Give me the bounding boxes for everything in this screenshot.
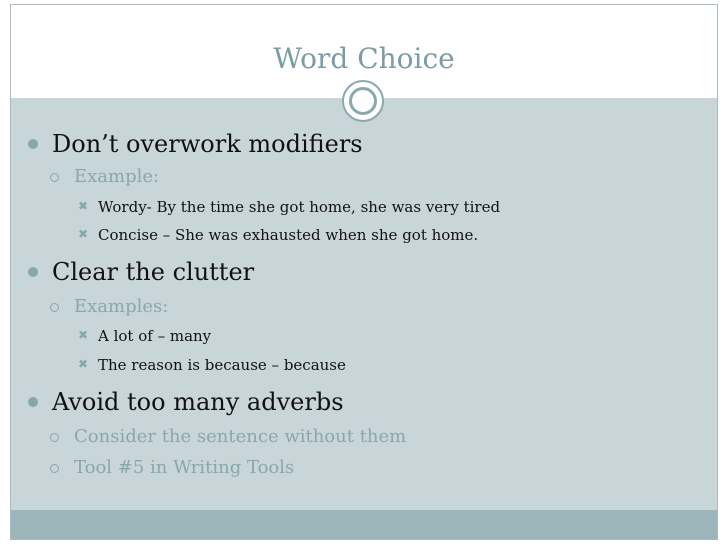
- slide-title: Word Choice: [273, 42, 455, 75]
- x-bullet-icon: ✖: [78, 227, 89, 241]
- bullet-level3-item: [78, 226, 479, 244]
- bullet-text: Wordy- By the time she got home, she was very tired: [98, 198, 501, 216]
- bullet-text: Consider the sentence without them: [74, 426, 407, 447]
- bullet-level1-item: [52, 388, 344, 416]
- bullet-level3-item: [78, 327, 212, 345]
- bullet-level1-item: [52, 130, 363, 158]
- filled-circle-bullet-icon: [28, 267, 38, 277]
- bullet-text: Tool #5 in Writing Tools: [74, 457, 295, 478]
- bullet-text: Avoid too many adverbs: [52, 388, 344, 416]
- bullet-text: The reason is because – because: [98, 356, 346, 374]
- filled-circle-bullet-icon: [28, 397, 38, 407]
- bullet-level2-item: [74, 296, 168, 317]
- x-bullet-icon: ✖: [78, 328, 89, 342]
- bullet-level3-item: [78, 198, 501, 216]
- x-bullet-icon: ✖: [78, 199, 89, 213]
- bullet-level2-item: [74, 426, 406, 447]
- bullet-text: Clear the clutter: [52, 258, 255, 286]
- x-bullet-icon: ✖: [78, 357, 89, 371]
- hollow-circle-bullet-icon: [50, 173, 59, 182]
- bullet-level2-item: [74, 457, 294, 478]
- bullet-text: A lot of – many: [98, 327, 212, 345]
- bullet-text: Concise – She was exhausted when she got home.: [98, 226, 479, 244]
- bullet-text: Examples:: [74, 296, 169, 317]
- bullet-text: Example:: [74, 166, 160, 187]
- bullet-level2-item: [74, 166, 159, 187]
- hollow-circle-bullet-icon: [50, 433, 59, 442]
- bullet-text: Don’t overwork modifiers: [52, 130, 363, 158]
- bullet-level3-item: [78, 356, 346, 374]
- filled-circle-bullet-icon: [28, 139, 38, 149]
- hollow-circle-bullet-icon: [50, 303, 59, 312]
- bullet-level1-item: [52, 258, 254, 286]
- hollow-circle-bullet-icon: [50, 464, 59, 473]
